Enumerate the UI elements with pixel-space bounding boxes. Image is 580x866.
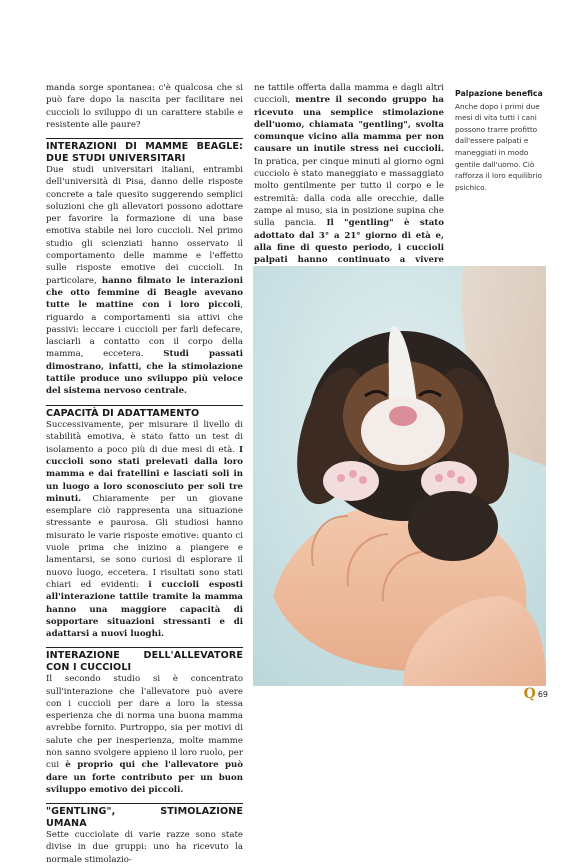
section-heading: INTERAZIONE DELL'ALLEVATORE CON I CUCCIOLI	[46, 650, 243, 673]
section-gentling	[46, 803, 243, 866]
sidebar-box	[455, 88, 545, 193]
section-breeder-interaction	[46, 647, 243, 796]
section-paragraph: Successivamente, per misurare il livello di stabilità emotiva, è stato fatto un test di isolamento a poco più di due mesi di età. I cuccioli sono stati prelevati dalla loro mamma e dai fratellini e lasciati soli in un luogo a loro sconosciuto per soli tre minuti. Chiaramente per un giovane esemplare ciò rappresenta una situazione stressante e paurosa. Gli studiosi hanno misurato le varie risposte emotive: quanto ci vuole prima che inizino a piangere e lamentarsi, se sono curiosi di esplorare il nuovo luogo, eccetera. I risultati sono stati chiari ed evidenti: i cuccioli esposti all'interazione tattile tramite la mamma hanno una maggiore capacità di sopportare situazioni stressanti e di adattarsi a nuovi luoghi.	[46, 420, 243, 640]
page-footer	[524, 686, 548, 702]
section-heading: CAPACITÀ DI ADATTAMENTO	[46, 407, 200, 419]
magazine-logo: Q	[523, 686, 536, 702]
section-heading: "GENTLING", STIMOLAZIONE UMANA	[46, 806, 243, 829]
sidebar-text: Anche dopo i primi due mesi di vita tutti i cani possono trarre profitto dall'essere palpati e maneggiati in modo gentile dall'uomo. Ciò rafforza il loro equilibrio psichico.	[455, 101, 543, 192]
continued-paragraph: ne tattile offerta dalla mamma e dagli altri cuccioli, mentre il secondo gruppo ha ricevuto una semplice stimolazione dell'uomo, chiamata "gentling", svolta comunque vicino alla mamma per non causare un inutile stress nei cuccioli. In pratica, per cinque minuti al giorno ogni cucciolo è stato maneggiato e massaggiato molto gentilmente per tutto il corpo e le estremità: dalla coda alle orecchie, dalle zampe al muso, sia in posizione supina che sulla pancia. Il "gentling" è stato adottato dal 3° a 21° giorno di età e, alla fine di questo periodo, i cuccioli palpati hanno continuato a vivere	[254, 83, 444, 266]
paw-pad	[337, 474, 345, 482]
section-rule	[46, 647, 243, 648]
sidebar-title: Palpazione benefica	[455, 89, 543, 98]
puppy-paw-left	[323, 461, 379, 501]
paw-pad	[435, 474, 443, 482]
section-heading: INTERAZIONI DI MAMME BEAGLE: DUE STUDI UNIVERSITARI	[46, 141, 243, 164]
paw-pad	[457, 476, 465, 484]
section-rule	[46, 138, 243, 139]
paw-pad	[349, 470, 357, 478]
paw-pad	[359, 476, 367, 484]
section-adaptation	[46, 405, 243, 641]
page-number: 69	[537, 689, 548, 699]
puppy-in-hands-photo	[253, 266, 546, 686]
section-paragraph: Sette cucciolate di varie razze sono state divise in due gruppi: uno ha ricevuto la normale stimolazio-	[46, 829, 243, 865]
section-paragraph: Il secondo studio si è concentrato sull'interazione che l'allevatore può avere con i cuccioli per dare a loro la stessa esperienza che di norma una buona mamma avrebbe fornito. Purtroppo, sia per motivi di salute che per inesperienza, molte mamme non sanno svolgere appieno il loro ruolo, per cui è proprio qui che l'allevatore può dare un forte contributo per un buon sviluppo emotivo dei piccoli.	[46, 674, 243, 795]
section-paragraph: Due studi universitari italiani, entrambi dell'università di Pisa, danno delle risposte concrete a tale quesito suggerendo semplici soluzioni che gli allevatori possono adottare per favorire la formazione di una base emotiva stabile nei loro cuccioli. Nel primo studio gli scienziati hanno osservato il comportamento delle mamme e l'effetto sulle risposte emotive dei cuccioli. In particolare, hanno filmato le interazioni che otto femmine di Beagle avevano tutte le mattine con i loro piccoli, riguardo a comportamenti sia attivi che passivi: leccare i cuccioli per farli defecare, lasciarli a contatto con il corpo della mamma, eccetera. Studi passati dimostrano, infatti, che la stimolazione tattile produce uno sviluppo più veloce del sistema nervoso centrale.	[46, 165, 243, 397]
section-rule	[46, 405, 243, 406]
intro-paragraph: manda sorge spontanea: c'è qualcosa che si può fare dopo la nascita per facilitare nei cuccioli lo sviluppo di un carattere stabile e resistente alle paure?	[46, 83, 243, 130]
puppy-nose	[389, 406, 417, 426]
paw-pad	[447, 470, 455, 478]
puppy-photo-illustration	[253, 266, 546, 686]
section-rule	[46, 803, 243, 804]
section-beagle-studies	[46, 138, 243, 397]
puppy-body	[408, 491, 498, 561]
text-column-left	[46, 82, 243, 866]
